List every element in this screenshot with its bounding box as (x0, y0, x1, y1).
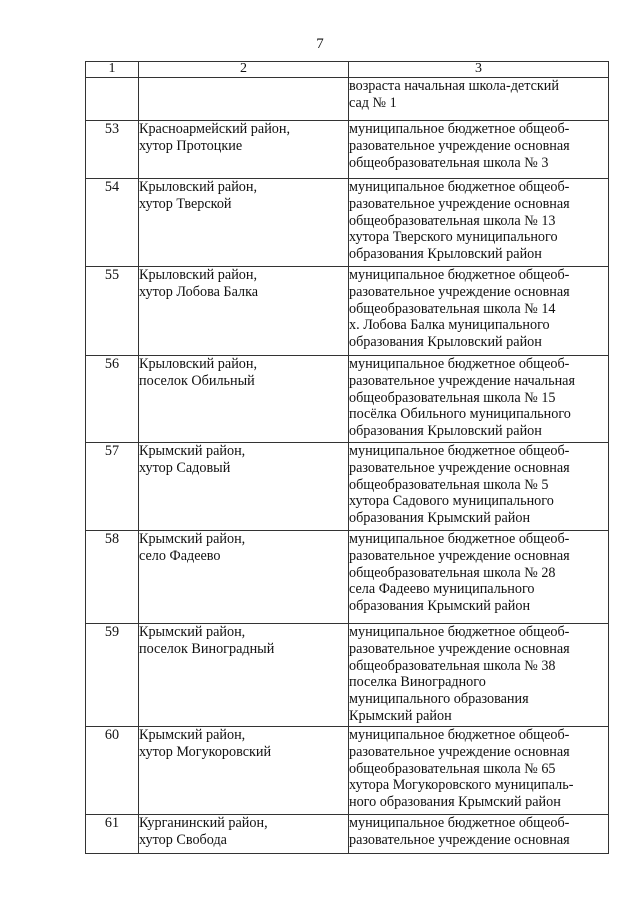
locality-line: Крыловский район, (139, 267, 258, 283)
organization-cell (349, 531, 609, 624)
table-row (86, 531, 609, 624)
organization-line: хутора Могукоровского муниципаль- (349, 777, 574, 794)
locality-line: хутор Свобода (139, 831, 227, 848)
organization-line: муниципальное бюджетное общеоб- (349, 815, 570, 831)
page-number: 7 (316, 36, 324, 52)
organization-line: общеобразовательная школа № 5 (349, 476, 549, 493)
locality-line: хутор Садовый (139, 459, 231, 476)
locality-line: Крыловский район, (139, 356, 258, 372)
row-number: 53 (86, 121, 139, 179)
table-row (86, 179, 609, 267)
locality-cell (139, 815, 349, 854)
organization-line: разовательное учреждение основная (349, 137, 570, 154)
header-col-3: 3 (349, 62, 609, 78)
locality-line: поселок Обильный (139, 372, 255, 389)
organization-line: общеобразовательная школа № 28 (349, 564, 556, 581)
locality-line: хутор Протоцкие (139, 137, 243, 154)
organization-line: разовательное учреждение основная (349, 831, 570, 848)
organization-line: общеобразовательная школа № 15 (349, 389, 556, 406)
table-row (86, 78, 609, 121)
header-row (86, 62, 609, 78)
locality-cell (139, 727, 349, 815)
locality-cell (139, 356, 349, 443)
organization-line: Крымский район (349, 707, 452, 724)
organization-cell (349, 727, 609, 815)
organization-line: образования Крыловский район (349, 334, 542, 351)
organization-line: образования Крымский район (349, 598, 531, 615)
organization-line: хутора Тверского муниципального (349, 229, 558, 246)
organization-line: общеобразовательная школа № 14 (349, 300, 556, 317)
locality-line: село Фадеево (139, 547, 221, 564)
locality-cell (139, 179, 349, 267)
row-number: 57 (86, 443, 139, 531)
locality-cell (139, 624, 349, 727)
table-row (86, 815, 609, 854)
row-number: 61 (86, 815, 139, 854)
locality-cell (139, 531, 349, 624)
organization-line: общеобразовательная школа № 65 (349, 760, 556, 777)
locality-line: хутор Лобова Балка (139, 283, 259, 300)
organization-line: х. Лобова Балка муниципального (349, 317, 550, 334)
organization-line: разовательное учреждение основная (349, 459, 570, 476)
organization-line: разовательное учреждение основная (349, 547, 570, 564)
organization-line: образования Крыловский район (349, 423, 542, 440)
organization-line: муниципальное бюджетное общеоб- (349, 267, 570, 283)
locality-line: Красноармейский район, (139, 121, 291, 137)
header-col-1: 1 (86, 62, 139, 78)
organization-line: возраста начальная школа-детский (349, 78, 559, 94)
row-number: 54 (86, 179, 139, 267)
organization-line: разовательное учреждение начальная (349, 372, 576, 389)
organization-line: муниципальное бюджетное общеоб- (349, 179, 570, 195)
organization-line: муниципальное бюджетное общеоб- (349, 727, 570, 743)
row-number: 56 (86, 356, 139, 443)
locality-line: хутор Могукоровский (139, 743, 272, 760)
organization-line: муниципального образования (349, 691, 529, 708)
organization-line: хутора Садового муниципального (349, 493, 554, 510)
organization-line: муниципальное бюджетное общеоб- (349, 443, 570, 459)
locality-line: Крыловский район, (139, 179, 258, 195)
organization-line: посёлка Обильного муниципального (349, 406, 571, 423)
organization-line: муниципальное бюджетное общеоб- (349, 121, 570, 137)
organization-line: общеобразовательная школа № 13 (349, 212, 556, 229)
table-row (86, 267, 609, 356)
organization-line: муниципальное бюджетное общеоб- (349, 531, 570, 547)
table-row (86, 443, 609, 531)
organization-line: образования Крыловский район (349, 246, 542, 263)
locality-line: Крымский район, (139, 624, 246, 640)
locality-cell (139, 78, 349, 121)
organization-line: муниципальное бюджетное общеоб- (349, 356, 570, 372)
organization-cell (349, 815, 609, 854)
organization-cell (349, 356, 609, 443)
locality-line: хутор Тверской (139, 195, 232, 212)
table-row (86, 121, 609, 179)
organization-line: поселка Виноградного (349, 674, 486, 691)
organization-line: сад № 1 (349, 94, 397, 111)
table-row (86, 624, 609, 727)
row-number: 55 (86, 267, 139, 356)
organization-line: разовательное учреждение основная (349, 195, 570, 212)
organization-cell (349, 121, 609, 179)
organization-line: образования Крымский район (349, 510, 531, 527)
organization-line: разовательное учреждение основная (349, 640, 570, 657)
schools-table (85, 61, 609, 854)
locality-line: Крымский район, (139, 443, 246, 459)
organization-cell (349, 443, 609, 531)
locality-cell (139, 267, 349, 356)
organization-cell (349, 78, 609, 121)
row-number (86, 78, 139, 121)
organization-line: общеобразовательная школа № 3 (349, 154, 549, 171)
organization-cell (349, 179, 609, 267)
row-number: 58 (86, 531, 139, 624)
table-body (86, 78, 609, 854)
locality-line: Крымский район, (139, 727, 246, 743)
header-col-2: 2 (139, 62, 349, 78)
row-number: 60 (86, 727, 139, 815)
organization-cell (349, 267, 609, 356)
table-row (86, 356, 609, 443)
locality-line: Курганинский район, (139, 815, 268, 831)
locality-cell (139, 121, 349, 179)
table-row (86, 727, 609, 815)
organization-cell (349, 624, 609, 727)
locality-line: Крымский район, (139, 531, 246, 547)
row-number: 59 (86, 624, 139, 727)
table-header (86, 62, 609, 78)
organization-line: ного образования Крымский район (349, 794, 561, 811)
organization-line: разовательное учреждение основная (349, 283, 570, 300)
organization-line: муниципальное бюджетное общеоб- (349, 624, 570, 640)
organization-line: села Фадеево муниципального (349, 581, 535, 598)
organization-line: общеобразовательная школа № 38 (349, 657, 556, 674)
locality-cell (139, 443, 349, 531)
locality-line: поселок Виноградный (139, 640, 275, 657)
organization-line: разовательное учреждение основная (349, 743, 570, 760)
